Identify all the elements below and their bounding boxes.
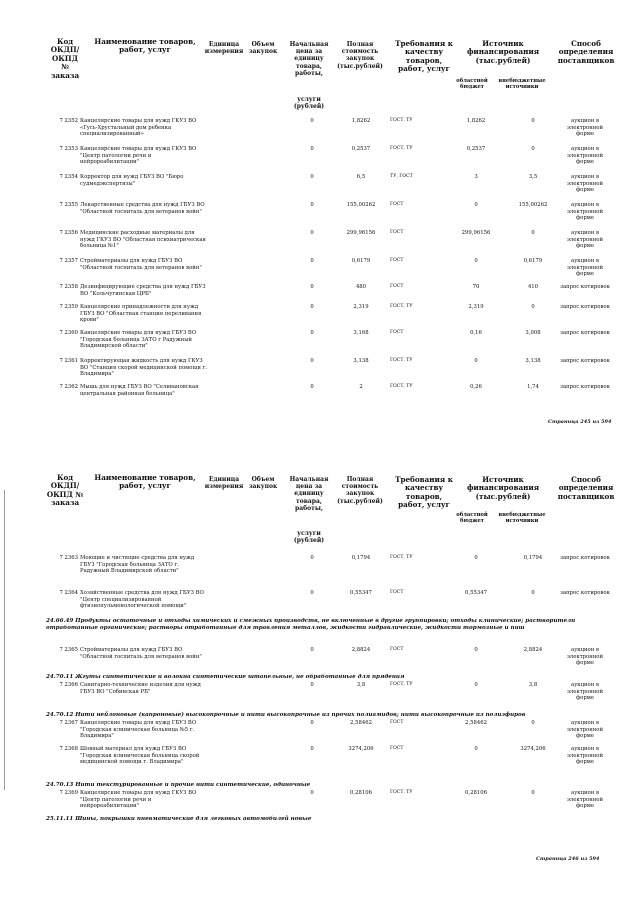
procurement-method: запрос котировок: [560, 555, 610, 561]
order-number: 7 2365: [59, 647, 78, 653]
procurement-method: аукцион в электронной форме: [566, 720, 604, 740]
extrabudget: 0: [531, 146, 535, 152]
requirements: ГОСТ, ТУ: [390, 304, 413, 309]
order-number: 7 2355: [59, 202, 78, 208]
regional-budget: 2,58462: [465, 720, 487, 726]
regional-budget: 1,8262: [466, 118, 486, 124]
extrabudget: 3,8: [528, 682, 538, 688]
header-funding-source: Источник финансирования (тыс.рублей): [466, 475, 540, 501]
total-cost: 0,1794: [351, 555, 371, 561]
requirements: ГОСТ, ТУ: [390, 358, 413, 363]
regional-budget: 0: [474, 358, 478, 364]
requirements: ГОСТ, ТУ: [390, 790, 413, 795]
regional-budget: 0: [474, 647, 478, 653]
initial-price: 0: [310, 746, 314, 752]
procurement-method: аукцион в электронной форме: [566, 174, 604, 194]
header-method: Способ определения поставщиков: [557, 39, 615, 65]
initial-price: 0: [310, 358, 314, 364]
header-extrabudget: внебюджетные источники: [498, 78, 546, 90]
requirements: ГОСТ: [390, 230, 404, 235]
procurement-method: аукцион в электронной форме: [566, 202, 604, 222]
order-number: 7 2362: [59, 384, 78, 390]
regional-budget: 0,55347: [465, 590, 487, 596]
regional-budget: 0: [474, 555, 478, 561]
order-number: 7 2353: [59, 146, 78, 152]
item-name: Корректирующая жидкость для нужд ГКУЗ ВО "Станция скорой медицинской помощи г. Владимира": [80, 358, 208, 378]
group-heading: 24.70.13 Нити текстурированные и прочие нити синтетические, одиночные: [46, 782, 311, 788]
total-cost: 3,138: [353, 358, 369, 364]
requirements: ГОСТ: [390, 258, 404, 263]
order-number: 7 2352: [59, 118, 78, 124]
requirements: ГОСТ, ТУ: [390, 146, 413, 151]
header-extrabudget: внебюджетные источники: [498, 512, 546, 524]
group-heading: 24.70.11 Жгуты синтетические и волокна синтетические штапельные, не обработанные для прядения: [46, 674, 405, 680]
procurement-method: аукцион в электронной форме: [566, 682, 604, 702]
item-name: Моющие и чистящие средства для нужд ГБУЗ "Городская больница ЗАТО г. Радужный Владимирской области": [80, 555, 195, 575]
item-name: Мышь для нужд ГБУЗ ВО "Селивановская центральная районная больница": [80, 384, 199, 397]
procurement-method: запрос котировок: [560, 384, 610, 390]
procurement-method: аукцион в электронной форме: [566, 746, 604, 766]
extrabudget: 0,6179: [523, 258, 543, 264]
initial-price: 0: [310, 258, 314, 264]
requirements: ГОСТ: [390, 590, 404, 595]
total-cost: 2,8824: [351, 647, 371, 653]
total-cost: 2,319: [353, 304, 369, 310]
total-cost: 1,8262: [351, 118, 371, 124]
extrabudget: 0: [531, 590, 535, 596]
extrabudget: 3,138: [525, 358, 541, 364]
item-name: Стройматериалы для нужд ГБУЗ ВО "Областной госпиталь для ветеранов войн": [80, 647, 202, 660]
extrabudget: 3,008: [525, 330, 541, 336]
initial-price: 0: [310, 174, 314, 180]
initial-price: 0: [310, 790, 314, 796]
item-name: Корректор для нужд ГБУЗ ВО "Бюро судмедэкспертизы": [80, 174, 184, 187]
regional-budget: 299,96156: [461, 230, 491, 236]
item-name: Медицинские расходные материалы для нужд ГКУЗ ВО "Областная психиатрическая больница №1": [80, 230, 206, 250]
procurement-method: аукцион в электронной форме: [566, 230, 604, 250]
page-number: Страница 245 из 594: [548, 419, 612, 425]
header-total-cost: Полная стоимость закупок (тыс.рублей): [337, 476, 383, 505]
requirements: ТУ, ГОСТ: [390, 174, 413, 179]
extrabudget: 1,74: [527, 384, 539, 390]
total-cost: 3274,206: [348, 746, 374, 752]
initial-price: 0: [310, 118, 314, 124]
page-number: Страница 246 из 594: [536, 856, 600, 862]
requirements: ГОСТ: [390, 330, 404, 335]
procurement-method: аукцион в электронной форме: [566, 790, 604, 810]
procurement-method: аукцион в электронной форме: [566, 146, 604, 166]
group-heading: 24.70.12 Нити нейлоновые (капроновые) высокопрочные и нити высокопрочные из прочих полиамидов; нити высокопрочные из полиэфиров: [46, 712, 526, 718]
item-name: Канцелярские товары для нужд ГКУЗ ВО "Центр патологии речи и нейрореабилитации": [80, 146, 197, 166]
order-number: 7 2354: [59, 174, 78, 180]
header-method: Способ определения поставщиков: [557, 475, 615, 501]
order-number: 7 2366: [59, 682, 78, 688]
header-initial-price-services: услуги (рублей): [293, 530, 325, 545]
regional-budget: 0,16: [470, 330, 482, 336]
extrabudget: 2,8824: [523, 647, 543, 653]
initial-price: 0: [310, 330, 314, 336]
header-requirements: Требования к качеству товаров, работ, услуг: [395, 475, 453, 510]
procurement-method: аукцион в электронной форме: [566, 647, 604, 667]
total-cost: 0,55347: [350, 590, 372, 596]
header-name: Наименование товаров, работ, услуг: [94, 473, 196, 491]
procurement-method: запрос котировок: [560, 284, 610, 290]
initial-price: 0: [310, 590, 314, 596]
requirements: ГОСТ: [390, 284, 404, 289]
header-volume: Объем закупок: [248, 476, 278, 491]
header-volume: Объем закупок: [248, 41, 278, 56]
requirements: ГОСТ, ТУ: [390, 118, 413, 123]
extrabudget: 155,00262: [518, 202, 548, 208]
group-heading: 25.11.11 Шины, покрышки пневматические для легковых автомобилей новые: [46, 816, 312, 822]
header-initial-price: Начальная цена за единицу товара, работы,: [289, 476, 329, 512]
procurement-method: аукцион в электронной форме: [566, 258, 604, 278]
requirements: ГОСТ, ТУ: [390, 555, 413, 560]
total-cost: 2: [359, 384, 363, 390]
item-name: Канцелярские товары для нужд ГБУЗ ВО "Городская больница ЗАТО г Радужный Владимирской области": [80, 330, 197, 350]
procurement-method: запрос котировок: [560, 304, 610, 310]
regional-budget: 0: [474, 682, 478, 688]
item-name: Канцелярские товары для нужд ГКУЗ ВО «Гусь-Хрустальный дом ребенка специализированный»: [80, 118, 197, 138]
item-name: Канцелярские принадлежности для нужд ГБУЗ ВО "Областная станция переливания крови": [80, 304, 202, 324]
initial-price: 0: [310, 284, 314, 290]
regional-budget: 0,28106: [465, 790, 487, 796]
order-number: 7 2359: [59, 304, 78, 310]
item-name: Санитарно-технические изделия для нужд ГБУЗ ВО "Собинская РБ": [80, 682, 201, 695]
total-cost: 6,5: [356, 174, 366, 180]
total-cost: 480: [355, 284, 367, 290]
extrabudget: 0: [531, 230, 535, 236]
header-name: Наименование товаров, работ, услуг: [94, 37, 196, 55]
order-number: 7 2368: [59, 746, 78, 752]
order-number: 7 2369: [59, 790, 78, 796]
extrabudget: 0: [531, 720, 535, 726]
total-cost: 0,6179: [351, 258, 371, 264]
initial-price: 0: [310, 146, 314, 152]
initial-price: 0: [310, 647, 314, 653]
initial-price: 0: [310, 384, 314, 390]
item-name: Канцелярские товары для нужд ГКУЗ ВО "Центр патологии речи и нейрореабилитации": [80, 790, 197, 810]
regional-budget: 3: [474, 174, 478, 180]
extrabudget: 0: [531, 790, 535, 796]
requirements: ГОСТ: [390, 202, 404, 207]
regional-budget: 0: [474, 258, 478, 264]
header-funding-source: Источник финансирования (тыс.рублей): [466, 39, 540, 65]
table-header: [0, 0, 640, 112]
requirements: ГОСТ: [390, 746, 404, 751]
item-name: Лекарственные средства для нужд ГБУЗ ВО "Областной госпиталь для ветеранов войн": [80, 202, 205, 215]
item-name: Канцелярские товары для нужд ГБУЗ ВО "Городская клиническая больница №5 г. Владимира": [80, 720, 197, 740]
order-number: 7 2358: [59, 284, 78, 290]
item-name: Шовный материал для нужд ГБУЗ ВО "Городская клиническая больница скорой медицинской помощи г. Владимира": [80, 746, 200, 766]
initial-price: 0: [310, 230, 314, 236]
order-number: 7 2367: [59, 720, 78, 726]
extrabudget: 0: [531, 304, 535, 310]
total-cost: 3,168: [353, 330, 369, 336]
document-page-245: [0, 0, 640, 440]
procurement-method: запрос котировок: [560, 330, 610, 336]
total-cost: 155,00262: [346, 202, 376, 208]
regional-budget: 70: [472, 284, 480, 290]
total-cost: 3,8: [356, 682, 366, 688]
order-number: 7 2361: [59, 358, 78, 364]
procurement-method: аукцион в электронной форме: [566, 118, 604, 138]
header-regional: областной бюджет: [456, 78, 488, 90]
requirements: ГОСТ, ТУ: [390, 384, 413, 389]
item-name: Дезинфицирующие средства для нужд ГБУЗ ВО "Кольчугинская ЦРБ": [80, 284, 206, 297]
initial-price: 0: [310, 555, 314, 561]
total-cost: 2,58462: [350, 720, 372, 726]
initial-price: 0: [310, 682, 314, 688]
extrabudget: 3,5: [528, 174, 538, 180]
procurement-method: запрос котировок: [560, 590, 610, 596]
item-name: Хозяйственные средства для нужд ГБУЗ ВО "Центр специализированной фтизиопульмонологической помощи": [80, 590, 204, 610]
header-requirements: Требования к качеству товаров, работ, услуг: [395, 39, 453, 74]
item-name: Стройматериалы для нужд ГБУЗ ВО "Областной госпиталь для ветеранов войн": [80, 258, 202, 271]
header-total-cost: Полная стоимость закупок (тыс.рублей): [337, 41, 383, 70]
extrabudget: 0: [531, 118, 535, 124]
regional-budget: 0: [474, 746, 478, 752]
extrabudget: 410: [527, 284, 539, 290]
extrabudget: 0,1794: [523, 555, 543, 561]
order-number: 7 2356: [59, 230, 78, 236]
header-code: Код ОКДП/ ОКПД № заказа: [50, 37, 80, 80]
requirements: ГОСТ, ТУ: [390, 682, 413, 687]
order-number: 7 2360: [59, 330, 78, 336]
requirements: ГОСТ: [390, 647, 404, 652]
header-initial-price: Начальная цена за единицу товара, работы,: [289, 41, 329, 77]
header-regional: областной бюджет: [456, 512, 488, 524]
requirements: ГОСТ: [390, 720, 404, 725]
initial-price: 0: [310, 720, 314, 726]
order-number: 7 2357: [59, 258, 78, 264]
procurement-method: запрос котировок: [560, 358, 610, 364]
total-cost: 0,28106: [350, 790, 372, 796]
order-number: 7 2363: [59, 555, 78, 561]
regional-budget: 0: [474, 202, 478, 208]
regional-budget: 0,2537: [466, 146, 486, 152]
order-number: 7 2364: [59, 590, 78, 596]
extrabudget: 3274,206: [520, 746, 546, 752]
initial-price: 0: [310, 304, 314, 310]
initial-price: 0: [310, 202, 314, 208]
total-cost: 0,2537: [351, 146, 371, 152]
header-unit: Единица измерения: [204, 476, 244, 491]
regional-budget: 2,319: [468, 304, 484, 310]
total-cost: 299,96156: [346, 230, 376, 236]
group-heading: 24.66.49 Продукты остаточные и отходы химических и смежных производств, не включенные в другие группировки; отходы клинические; растворители отработанные органические; растворы отработанные для травления металлов, жидкости гидравлические, жидкости тормозные и пиш: [46, 618, 576, 631]
document-page-246: [0, 470, 640, 905]
header-code: Код ОКДП/ ОКПД № заказа: [46, 473, 84, 508]
regional-budget: 0,26: [470, 384, 482, 390]
header-initial-price-services: услуги (рублей): [293, 96, 325, 111]
header-unit: Единица измерения: [204, 41, 244, 56]
